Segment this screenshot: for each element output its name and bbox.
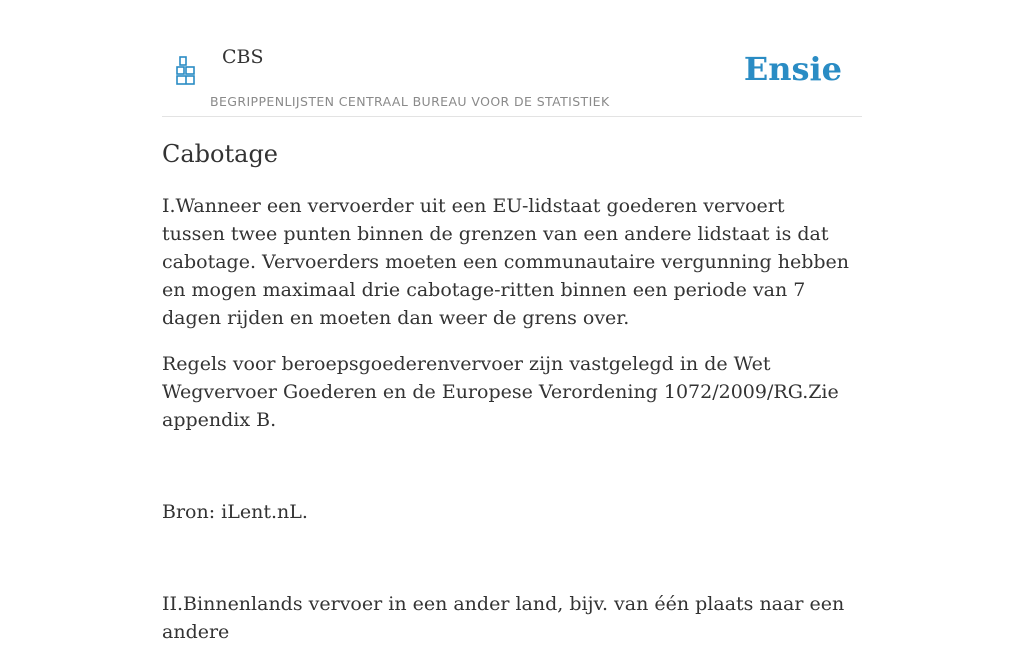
entry-title: Cabotage	[162, 140, 279, 168]
ensie-logo-link[interactable]: Ensie	[743, 50, 842, 88]
entry-paragraph-2: Regels voor beroepsgoederenvervoer zijn vastgelegd in de Wet Wegvervoer Goederen en de Europese Verordening 1072/2009/RG.Zie appendix B.	[162, 353, 839, 431]
site-subtitle: BEGRIPPENLIJSTEN CENTRAAL BUREAU VOOR DE STATISTIEK	[210, 94, 610, 109]
blank-line	[162, 544, 852, 572]
site-title-link[interactable]: CBS	[222, 46, 264, 68]
blank-line	[162, 452, 852, 480]
entry-paragraph-3: II.Binnenlands vervoer in een ander land, bijv. van één plaats naar een andere	[162, 593, 845, 643]
cbs-logo-icon[interactable]	[176, 56, 196, 86]
site-header	[162, 0, 862, 117]
entry-content	[162, 138, 852, 664]
entry-source: Bron: iLent.nL.	[162, 501, 308, 523]
entry-paragraph-1: I.Wanneer een vervoerder uit een EU-lidstaat goederen vervoert tussen twee punten binnen de grenzen van een andere lidstaat is dat cabotage. Vervoerders moeten een communautaire vergunning hebben en mogen maximaal drie cabotage-ritten binnen een periode van 7 dagen rijden en moeten dan weer de grens over.	[162, 195, 850, 329]
